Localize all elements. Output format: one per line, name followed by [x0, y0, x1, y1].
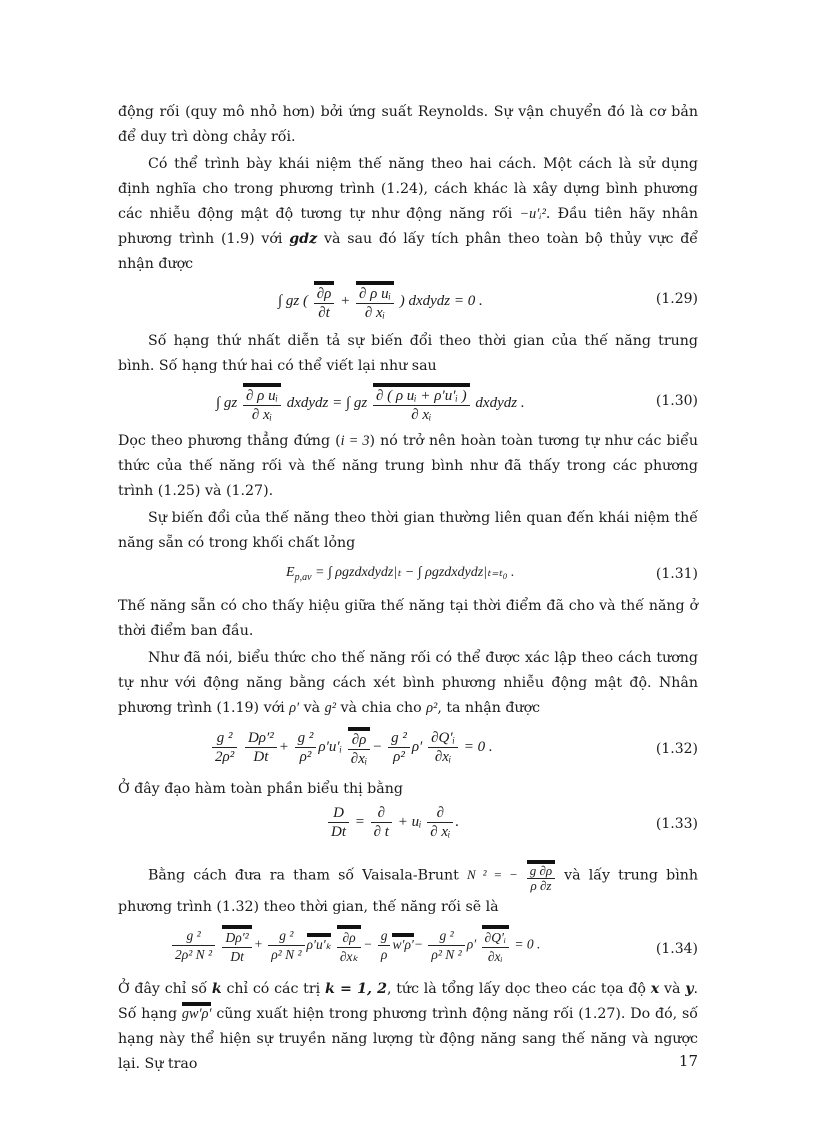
eq-part: E	[286, 565, 295, 580]
denominator: ∂ xᵢ	[364, 305, 386, 321]
denominator: ρ	[380, 947, 388, 962]
equation-1-34: $\frac{\text{g ²}}{\text{2ρ² N ²}}$ $\frac{\text{Dρ′²}}{Dt}$ + $\frac{\text{g ²}}{\text{ρ² N ²}}$ ρ′u′ₖ $\frac{\partial\rho}{\text{∂xₖ}}$ − $\frac{g}{\rho}$ w′ρ′− $\frac{\text{g ²}}{\text{ρ² N ²}}$ ρ′ $\frac{\text{∂Q′ᵢ}}{\text{∂xᵢ}}$ = 0 . (1.34)	[118, 921, 698, 977]
math-inline: ρ′	[289, 700, 300, 716]
eq-part: .	[455, 813, 460, 830]
paragraph-4	[118, 429, 698, 504]
denominator: ∂xᵢ	[350, 751, 368, 767]
paragraph-2	[118, 152, 698, 277]
text: , tức là tổng lấy dọc theo các tọa độ	[386, 981, 646, 997]
text: chỉ có các trị	[226, 981, 321, 997]
eq-fraction	[243, 383, 281, 424]
eq-part: ρ′u′ₖ	[307, 933, 332, 952]
text: . Số hạng	[118, 981, 698, 1022]
numerator: g ²	[172, 927, 215, 946]
eq-part: ρ′u′ᵢ	[318, 738, 343, 755]
text: và sau đó lấy tích phân theo toàn bộ thủy vực để nhận được	[118, 231, 699, 272]
eq-part: ) dxdydz = 0 .	[399, 292, 483, 309]
paragraph-5: Sự biến đổi của thế năng theo thời gian thường liên quan đến khái niệm thế năng sẵn có trong khối chất lỏng	[118, 510, 698, 551]
text: Có thể trình bày khái niệm thế năng theo hai cách. Một cách là sử dụng định nghĩa cho trong phương trình (1.24), cách khác là xây dựng bình phương các nhiễu động mật độ tương tự như động năng rối	[118, 156, 698, 222]
eq-part: dxdydz = ∫ gz	[286, 394, 368, 411]
text: và chia cho	[340, 700, 422, 716]
paragraph-6: Thế năng sẵn có cho thấy hiệu giữa thế năng tại thời điểm đã cho và thế năng ở thời điểm ban đầu.	[118, 598, 698, 639]
text: Ở đây chỉ số	[118, 981, 208, 997]
text: ) nó trở nên hoàn toàn tương tự như các biểu thức của thế năng rối và thế năng trung bình như đã thấy trong các phương trình (1.25) và (1.27).	[118, 433, 699, 499]
text: và lấy trung bình phương trình (1.32) theo thời gian, thế năng rối sẽ là	[118, 867, 699, 915]
math-inline: ρ²	[426, 700, 438, 716]
numerator: g ²	[295, 729, 317, 748]
eq-part: =	[354, 813, 365, 830]
denominator: ∂t	[318, 305, 330, 321]
denominator: ∂ xᵢ	[430, 824, 451, 840]
eq-fraction	[373, 383, 470, 424]
equation-1-30	[118, 379, 698, 429]
math-inline: x	[650, 981, 660, 997]
equation-number: (1.29)	[655, 291, 698, 307]
document-page	[118, 100, 698, 1077]
text: cũng xuất hiện trong phương trình động năng rối (1.27). Do đó, số hạng này thể hiện sự truyền năng lượng từ động năng sang thế năng và ngược lại. Sự trao	[118, 1006, 698, 1072]
math-inline: y	[685, 981, 694, 997]
numerator: ∂ρ	[314, 281, 335, 304]
numerator: g	[378, 927, 391, 946]
eq-part: dxdydz .	[475, 394, 525, 411]
eq-fraction	[371, 804, 392, 841]
eq-part: ρ′	[466, 936, 477, 952]
numerator: Dρ′²	[245, 729, 277, 748]
numerator: Dρ′²	[222, 925, 251, 948]
math-inline: i = 3	[340, 433, 370, 449]
equation-number: (1.34)	[655, 941, 698, 957]
text: và	[303, 700, 321, 716]
eq-subscript: p,av	[294, 571, 312, 583]
denominator: ∂xᵢ	[487, 949, 503, 964]
numerator: D	[328, 804, 349, 823]
denominator: ∂xᵢ	[434, 749, 452, 765]
equation-number: (1.32)	[655, 741, 698, 757]
numerator: ∂Q′ᵢ	[428, 729, 458, 748]
denominator: ρ ∂z	[530, 878, 552, 893]
eq-fraction	[356, 281, 394, 322]
numerator: ∂	[427, 804, 453, 823]
paragraph-8: Ở đây đạo hàm toàn phần biểu thị bằng	[118, 781, 403, 797]
eq-fraction	[378, 927, 391, 964]
paragraph-7	[118, 646, 698, 721]
math-inline: g²	[324, 700, 337, 716]
numerator: g ²	[428, 927, 464, 946]
denominator: Dt	[253, 749, 269, 765]
numerator: ∂ ρ uᵢ	[356, 281, 394, 304]
text: Như đã nói, biểu thức cho thế năng rối có thể được xác lập theo cách tương tự như với động năng bằng cách xét bình phương nhiễu động mật độ. Nhân phương trình (1.19) với	[118, 650, 698, 716]
eq-fraction	[328, 804, 349, 841]
math-inline: gw′ρ′	[182, 1002, 212, 1022]
math-inline: k = 1, 2	[324, 981, 387, 997]
denominator: Dt	[331, 824, 346, 840]
numerator: g ∂ρ	[527, 860, 555, 879]
math-inline: −u′ᵢ²	[519, 206, 546, 222]
eq-fraction	[172, 927, 215, 964]
denominator: ∂xₖ	[339, 949, 359, 964]
eq-part: N ² = −	[467, 867, 518, 883]
math-inline: k	[211, 981, 222, 997]
eq-fraction	[427, 804, 453, 841]
text: . Đầu tiên hãy nhân phương trình (1.9) với	[118, 206, 698, 247]
eq-part: ∫ gz (	[278, 292, 308, 309]
paragraph-1: động rối (quy mô nhỏ hơn) bởi ứng suất Reynolds. Sự vận chuyển đó là cơ bản để duy trì dòng chảy rối.	[118, 104, 698, 145]
equation-1-33	[118, 802, 698, 854]
numerator: g ²	[268, 927, 304, 946]
eq-fraction	[482, 925, 510, 966]
eq-part: + uᵢ	[397, 813, 422, 830]
denominator: ρ² N ²	[271, 947, 302, 962]
eq-fraction	[245, 729, 277, 766]
math-inline: gdz	[289, 231, 318, 247]
numerator: g ²	[212, 729, 237, 748]
numerator: ∂	[371, 804, 392, 823]
eq-part: = 0 .	[463, 738, 493, 755]
eq-fraction	[212, 729, 237, 766]
eq-fraction	[428, 729, 458, 766]
eq-fraction	[314, 281, 335, 322]
numerator: ∂ ( ρ uᵢ + ρ′u′ᵢ )	[373, 383, 470, 406]
equation-number: (1.31)	[655, 566, 698, 582]
denominator: ρ²	[299, 749, 312, 765]
numerator: ∂ρ	[337, 925, 361, 948]
equation-1-32: $\frac{\text{g ²}}{\text{2ρ²}}$ $\frac{\text{Dρ′²}}{Dt}$ + $\frac{\text{g ²}}{\text{ρ²}}$ ρ′u′ᵢ $\frac{\partial\rho}{\text{∂xᵢ}}$ − $\frac{\text{g ²}}{\text{ρ²}}$ ρ′ $\frac{\text{∂Q′ᵢ}}{\text{∂xᵢ}}$ = 0 . (1.32)	[118, 721, 698, 777]
text: , ta nhận được	[437, 700, 541, 716]
equation-number: (1.30)	[655, 393, 698, 409]
denominator: ∂ t	[373, 824, 389, 840]
denominator: ∂ xᵢ	[411, 407, 432, 423]
eq-fraction	[428, 927, 464, 964]
numerator: g ²	[388, 729, 410, 748]
eq-part: w′ρ′	[392, 933, 413, 952]
equation-number: (1.33)	[655, 816, 698, 832]
denominator: ∂ xᵢ	[251, 407, 273, 423]
equation-1-29	[118, 277, 698, 323]
eq-fraction	[295, 729, 317, 766]
text: Bằng cách đưa ra tham số Vaisala-Brunt	[148, 867, 459, 884]
denominator: 2ρ² N ²	[175, 947, 213, 962]
eq-fraction	[388, 729, 410, 766]
eq-part: +	[340, 292, 351, 309]
equation-1-31	[118, 556, 698, 594]
page-number: 17	[678, 1052, 698, 1070]
denominator: 2ρ²	[215, 749, 235, 765]
eq-fraction	[527, 860, 555, 893]
eq-part: = ∫ ρgzdxdydz|ₜ − ∫ ρgzdxdydz|ₜ₌ₜ₀ .	[315, 565, 515, 580]
numerator: ∂ρ	[348, 727, 370, 750]
numerator: ∂ ρ uᵢ	[243, 383, 281, 406]
eq-fraction	[348, 727, 370, 768]
denominator: ρ²	[393, 749, 405, 765]
eq-fraction	[337, 925, 361, 966]
denominator: Dt	[230, 949, 244, 964]
text: và	[663, 981, 681, 997]
paragraph-3: Số hạng thứ nhất diễn tả sự biến đổi theo thời gian của thế năng trung bình. Số hạng thứ hai có thể viết lại như sau	[118, 333, 698, 374]
text: Dọc theo phương thẳng đứng (	[118, 433, 341, 449]
eq-part: ∫ gz	[216, 394, 238, 411]
denominator: ρ² N ²	[431, 947, 462, 962]
eq-part: = 0 .	[514, 936, 541, 952]
eq-part: ρ′	[411, 738, 423, 755]
paragraph-10	[118, 977, 698, 1077]
paragraph-9	[118, 860, 698, 921]
eq-fraction	[268, 927, 304, 964]
numerator: ∂Q′ᵢ	[482, 925, 510, 948]
eq-fraction	[222, 925, 251, 966]
